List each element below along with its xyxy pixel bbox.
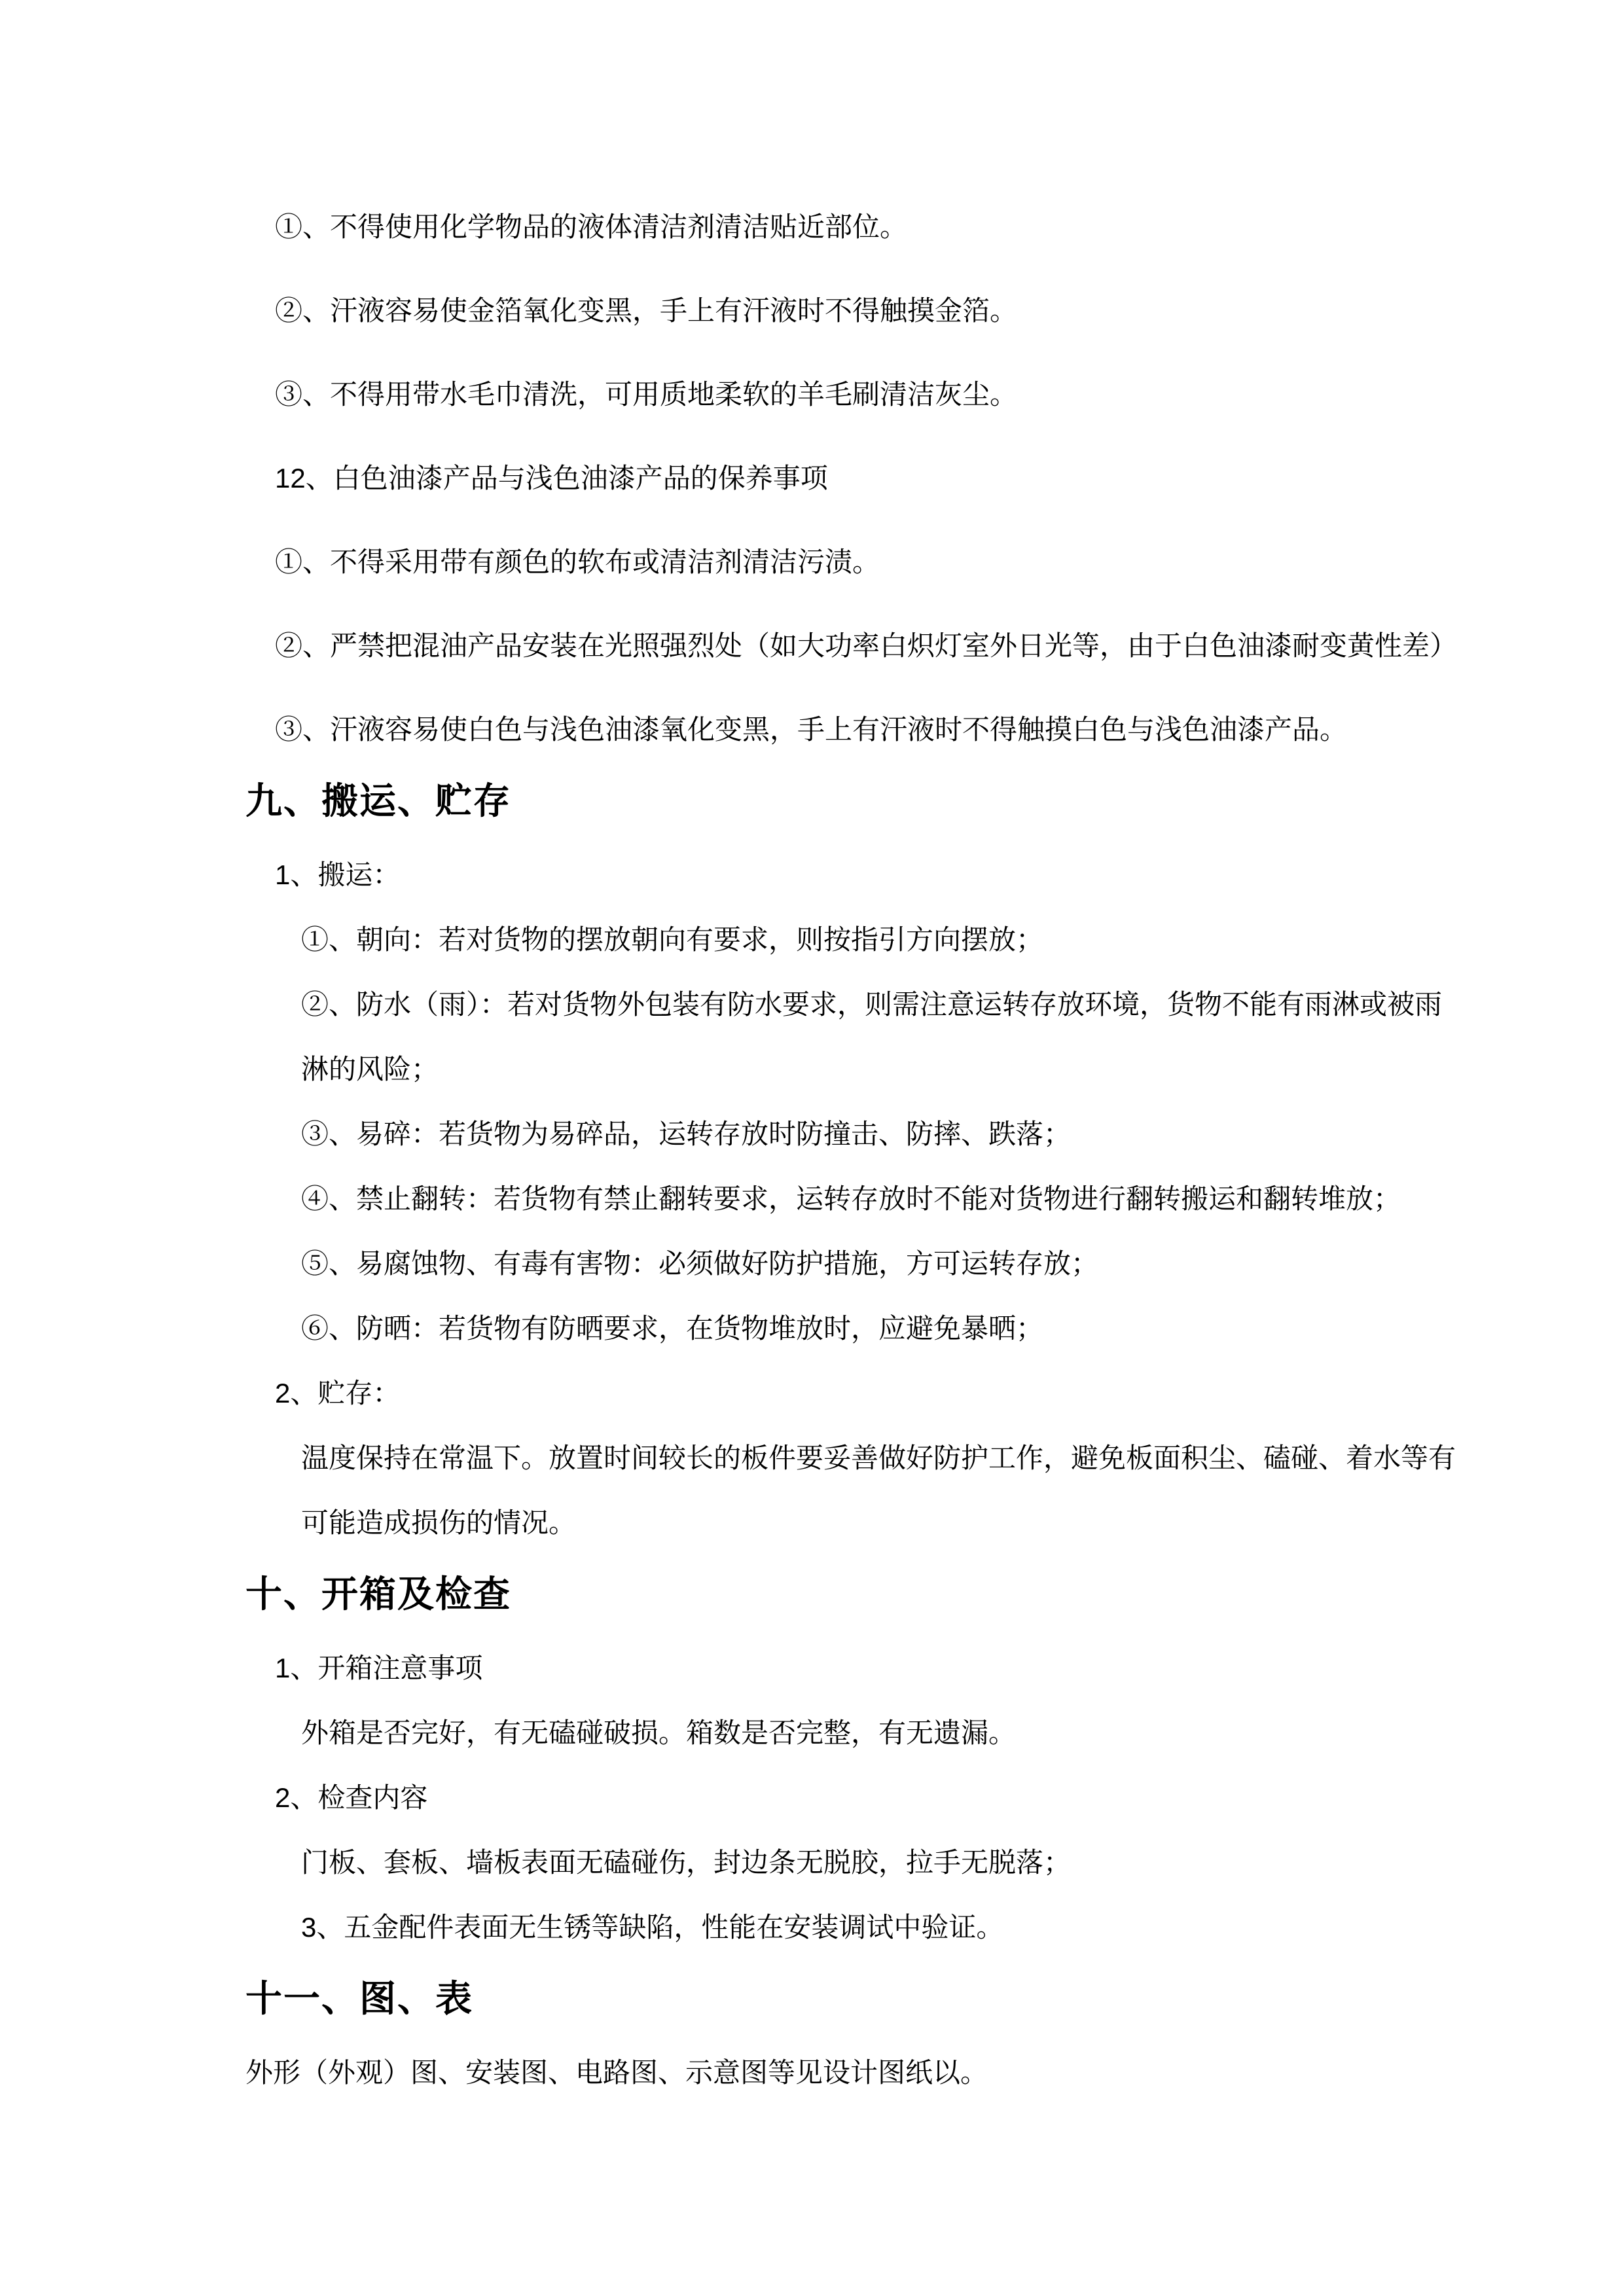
sub-list-item: ②、防水（雨）：若对货物外包装有防水要求，则需注意运转存放环境，货物不能有雨淋或被雨 bbox=[301, 989, 1443, 1020]
sub-list-item: ⑤、易腐蚀物、有毒有害物：必须做好防护措施，方可运转存放； bbox=[301, 1248, 1099, 1279]
paragraph-line: 可能造成损伤的情况。 bbox=[301, 1507, 577, 1538]
section-figures-tables bbox=[245, 1942, 1532, 2087]
sub-list-item: ⑥、防晒：若货物有防晒要求，在货物堆放时，应避免暴晒； bbox=[301, 1313, 1044, 1344]
list-item: 1、开箱注意事项 bbox=[275, 1653, 483, 1683]
sub-list-item: ③、易碎：若货物为易碎品，运转存放时防撞击、防摔、跌落； bbox=[301, 1119, 1072, 1149]
list-item: ①、不得采用带有颜色的软布或清洁剂清洁污渍。 bbox=[275, 547, 880, 577]
paragraph-line: 门板、套板、墙板表面无磕碰伤，封边条无脱胶，拉手无脱落； bbox=[301, 1847, 1072, 1878]
list-item: 1、搬运： bbox=[275, 859, 401, 890]
section-heading: 十、开箱及检查 bbox=[245, 1573, 511, 1615]
list-item: 12、白色油漆产品与浅色油漆产品的保养事项 bbox=[275, 463, 828, 493]
section-heading: 九、搬运、贮存 bbox=[245, 780, 511, 821]
paragraph-line: 外箱是否完好，有无磕碰破损。箱数是否完整，有无遗漏。 bbox=[301, 1717, 1017, 1748]
section-unboxing-inspection bbox=[245, 1537, 1532, 1942]
section-care-items bbox=[245, 213, 1532, 744]
paragraph-line: 3、五金配件表面无生锈等缺陷，性能在安装调试中验证。 bbox=[301, 1912, 1004, 1943]
section-transport-storage bbox=[245, 744, 1532, 1537]
paragraph-line: 外形（外观）图、安装图、电路图、示意图等见设计图纸以。 bbox=[245, 2057, 988, 2088]
section-heading: 十一、图、表 bbox=[245, 1978, 473, 2019]
paragraph-line: 温度保持在常温下。放置时间较长的板件要妥善做好防护工作，避免板面积尘、磕碰、着水等有 bbox=[301, 1443, 1456, 1473]
list-item: ③、不得用带水毛巾清洗，可用质地柔软的羊毛刷清洁灰尘。 bbox=[275, 379, 1018, 410]
document-body bbox=[245, 213, 1532, 2087]
list-item: ②、汗液容易使金箔氧化变黑，手上有汗液时不得触摸金箔。 bbox=[275, 295, 1018, 326]
list-item: ①、不得使用化学物品的液体清洁剂清洁贴近部位。 bbox=[275, 211, 908, 242]
list-item: ③、汗液容易使白色与浅色油漆氧化变黑，手上有汗液时不得触摸白色与浅色油漆产品。 bbox=[275, 714, 1348, 745]
list-item: ②、严禁把混油产品安装在光照强烈处（如大功率白炽灯室外日光等，由于白色油漆耐变黄性差） bbox=[275, 630, 1458, 661]
list-item: 2、贮存： bbox=[275, 1378, 401, 1408]
list-item: 2、检查内容 bbox=[275, 1782, 428, 1813]
continuation-line: 淋的风险； bbox=[301, 1054, 439, 1085]
sub-list-item: ④、禁止翻转：若货物有禁止翻转要求，运转存放时不能对货物进行翻转搬运和翻转堆放； bbox=[301, 1183, 1401, 1214]
sub-list-item: ①、朝向：若对货物的摆放朝向有要求，则按指引方向摆放； bbox=[301, 924, 1044, 955]
